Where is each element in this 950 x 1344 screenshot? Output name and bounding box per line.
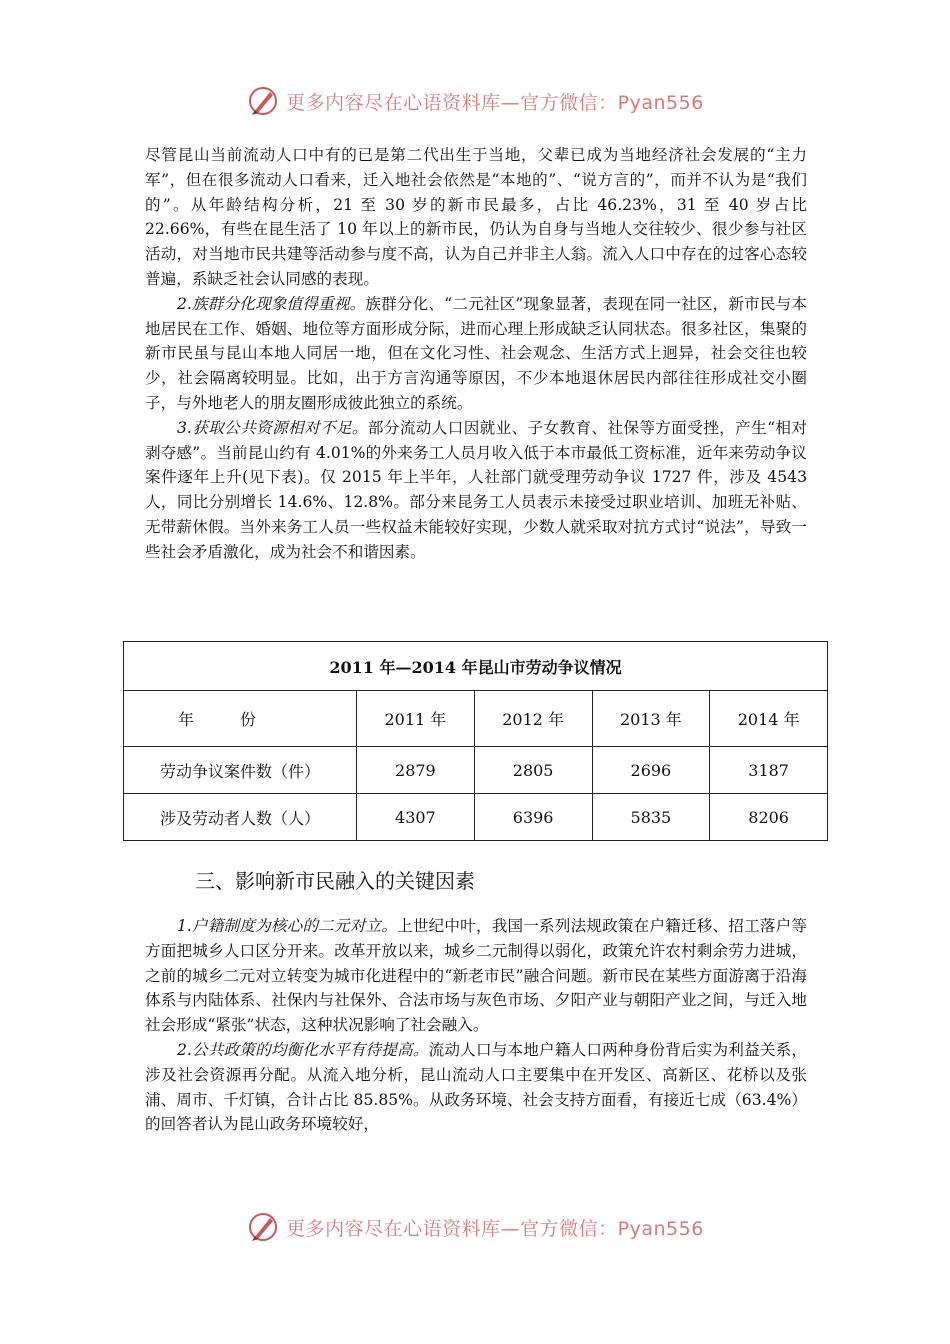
section3-paragraph-1-lead: 1.户籍制度为核心的二元对立。: [177, 917, 398, 935]
row-label: 涉及劳动者人数（人）: [124, 794, 357, 841]
table-cell: 2879: [357, 747, 475, 794]
table-row: [124, 747, 828, 794]
section-heading: 三、影响新市民融入的关键因素: [195, 869, 475, 893]
section3-paragraph-2-body: 流动人口与本地户籍人口两种身份背后实为利益关系，涉及社会资源再分配。从流入地分析，昆山流动人口主要集中在开发区、高新区、花桥以及张浦、周市、千灯镇，合计占比 85.85%。从政务环境、社会支持方面看，有接近七成（63.4%）的回答者认为昆山政务环境较好，: [145, 1040, 807, 1134]
banner-text: 更多内容尽在心语资料库—官方微信：Pyan556: [286, 1217, 704, 1240]
body-text-lower: [145, 914, 807, 1137]
paragraph-2: [145, 292, 807, 416]
table-cell: 3187: [710, 747, 828, 794]
paragraph-3-lead: 3.获取公共资源相对不足。: [177, 418, 368, 437]
table-header-year: 2011 年: [357, 691, 475, 747]
section3-paragraph-2: [145, 1038, 807, 1137]
paragraph-intro: 尽管昆山当前流动人口中有的已是第二代出生于当地，父辈已成为当地经济社会发展的“主力军”，但在很多流动人口看来，迁入地社会依然是“本地的”、“说方言的”，而并不认为是“我们的”。从年龄结构分析，21 至 30 岁的新市民最多，占比 46.23%，31 至 40 岁占比 22.66%，有些在昆生活了 10 年以上的新市民，仍认为自身与当地人交往较少、很少参与社区活动，对当地市民共建等活动参与度不高，认为自己并非主人翁。流入人口中存在的过客心态较普遍，系缺乏社会认同感的表现。: [145, 146, 807, 288]
row-label: 劳动争议案件数（件）: [124, 747, 357, 794]
table-header-label: 年份: [124, 691, 357, 747]
table-cell: 5835: [592, 794, 710, 841]
section3-paragraph-1: [145, 914, 807, 1038]
table-cell: 8206: [710, 794, 828, 841]
table-header-row: [124, 691, 828, 747]
table-cell: 4307: [357, 794, 475, 841]
section3-paragraph-1-body: 上世纪中叶，我国一系列法规政策在户籍迁移、招工落户等方面把城乡人口区分开来。改革开放以来，城乡二元制得以弱化，政策允许农村剩余劳力进城，之前的城乡二元对立转变为城市化进程中的“新老市民”融合问题。新市民在某些方面游离于沿海体系与内陆体系、社保内与社保外、合法市场与灰色市场、夕阳产业与朝阳产业之间，与迁入地社会形成“紧张”状态，这种状况影响了社会融入。: [145, 917, 807, 1035]
paragraph-2-body: 族群分化、“二元社区”现象显著，表现在同一社区，新市民与本地居民在工作、婚姻、地位等方面形成分际，进而心理上形成缺乏认同状态。很多社区，集聚的新市民虽与昆山本地人同居一地，但在文化习性、社会观念、生活方式上迥异，社会交往也较少，社会隔离较明显。比如，出于方言沟通等原因，不少本地退休居民内部往往形成社交小圈子，与外地老人的朋友圈形成彼此独立的系统。: [145, 294, 807, 412]
pen-logo-icon: [246, 84, 280, 118]
section3-paragraph-2-lead: 2.公共政策的均衡化水平有待提高。: [177, 1040, 429, 1059]
paragraph-2-lead: 2.族群分化现象值得重视。: [177, 294, 366, 313]
body-text-upper: [145, 143, 807, 565]
table-row: [124, 794, 828, 841]
table-cell: 6396: [474, 794, 592, 841]
table-cell: 2696: [592, 747, 710, 794]
labor-dispute-table: [123, 641, 828, 841]
paragraph-3-body: 部分流动人口因就业、子女教育、社保等方面受挫，产生“相对剥夺感”。当前昆山约有 4.01%的外来务工人员月收入低于本市最低工资标准，近年来劳动争议案件逐年上升(见下表)。仅 2015 年上半年，人社部门就受理劳动争议 1727 件，涉及 4543 人，同比分别增长 14.6%、12.8%。部分来昆务工人员表示未接受过职业培训、加班无补贴、无带薪休假。当外来务工人员一些权益未能较好实现，少数人就采取对抗方式讨“说法”，导致一些社会矛盾激化，成为社会不和谐因素。: [145, 418, 807, 561]
table-header-year: 2012 年: [474, 691, 592, 747]
table-title: 2011 年—2014 年昆山市劳动争议情况: [124, 642, 828, 691]
banner-text: 更多内容尽在心语资料库—官方微信：Pyan556: [286, 91, 704, 114]
table-header-year: 2013 年: [592, 691, 710, 747]
table-header-year: 2014 年: [710, 691, 828, 747]
pen-logo-icon: [246, 1210, 280, 1244]
header-banner: [0, 84, 950, 118]
footer-banner: [0, 1210, 950, 1244]
table-cell: 2805: [474, 747, 592, 794]
paragraph-3: [145, 416, 807, 565]
